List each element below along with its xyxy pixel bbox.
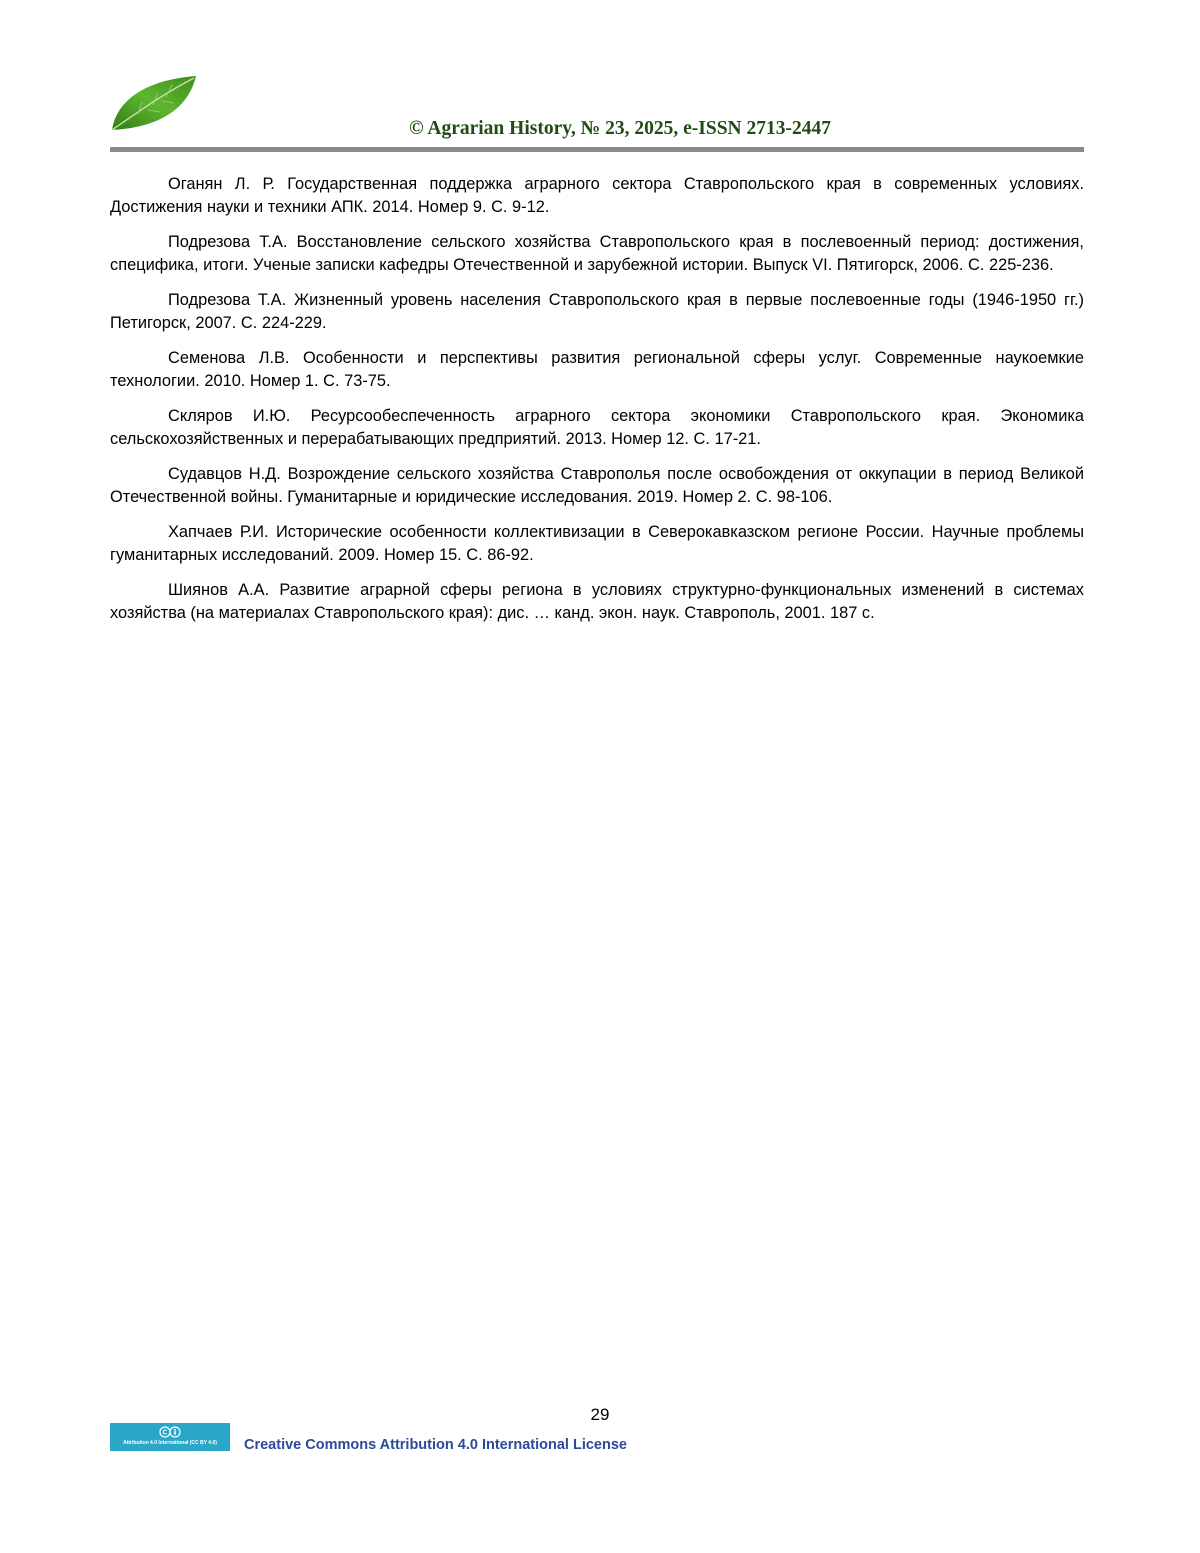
reference-list: [110, 173, 1084, 637]
reference-item: Оганян Л. Р. Государственная поддержка аграрного сектора Ставропольского края в современных условиях. Достижения науки и техники АПК. 2014. Номер 9. С. 9-12.: [110, 175, 1084, 216]
reference-item: Шиянов А.А. Развитие аграрной сферы региона в условиях структурно-функциональных изменений в системах хозяйства (на материалах Ставропольского края): дис. … канд. экон. наук. Ставрополь, 2001. 187 с.: [110, 581, 1084, 622]
reference-item: Судавцов Н.Д. Возрождение сельского хозяйства Ставрополья после освобождения от оккупации в период Великой Отечественной войны. Гуманитарные и юридические исследования. 2019. Номер 2. С. 98-106.: [110, 465, 1084, 506]
header-divider: [110, 147, 1084, 152]
reference-item: Хапчаев Р.И. Исторические особенности коллективизации в Северокавказском регионе России. Научные проблемы гуманитарных исследований. 2009. Номер 15. С. 86-92.: [110, 523, 1084, 564]
cc-license-badge[interactable]: [110, 1423, 230, 1451]
leaf-icon: [108, 72, 200, 134]
reference-item: Скляров И.Ю. Ресурсообеспеченность аграрного сектора экономики Ставропольского края. Экономика сельскохозяйственных и перерабатывающих предприятий. 2013. Номер 12. С. 17-21.: [110, 407, 1084, 448]
reference-item: Семенова Л.В. Особенности и перспективы развития региональной сферы услуг. Современные наукоемкие технологии. 2010. Номер 1. С. 73-75.: [110, 349, 1084, 390]
cc-badge-text: Attribution 4.0 International (CC BY 4.0): [123, 1440, 217, 1446]
page-number: 29: [590, 1405, 610, 1424]
license-link[interactable]: Creative Commons Attribution 4.0 International License: [244, 1437, 627, 1453]
creative-commons-icon: [159, 1426, 181, 1438]
reference-item: Подрезова Т.А. Восстановление сельского хозяйства Ставропольского края в послевоенный период: достижения, специфика, итоги. Ученые записки кафедры Отечественной и зарубежной истории. Выпуск VI. Пятигорск, 2006. С. 225-236.: [110, 233, 1084, 274]
journal-title: © Agrarian History, № 23, 2025, e-ISSN 2713-2447: [409, 118, 831, 139]
reference-item: Подрезова Т.А. Жизненный уровень населения Ставропольского края в первые послевоенные годы (1946-1950 гг.) Петигорск, 2007. С. 224-229.: [110, 291, 1084, 332]
